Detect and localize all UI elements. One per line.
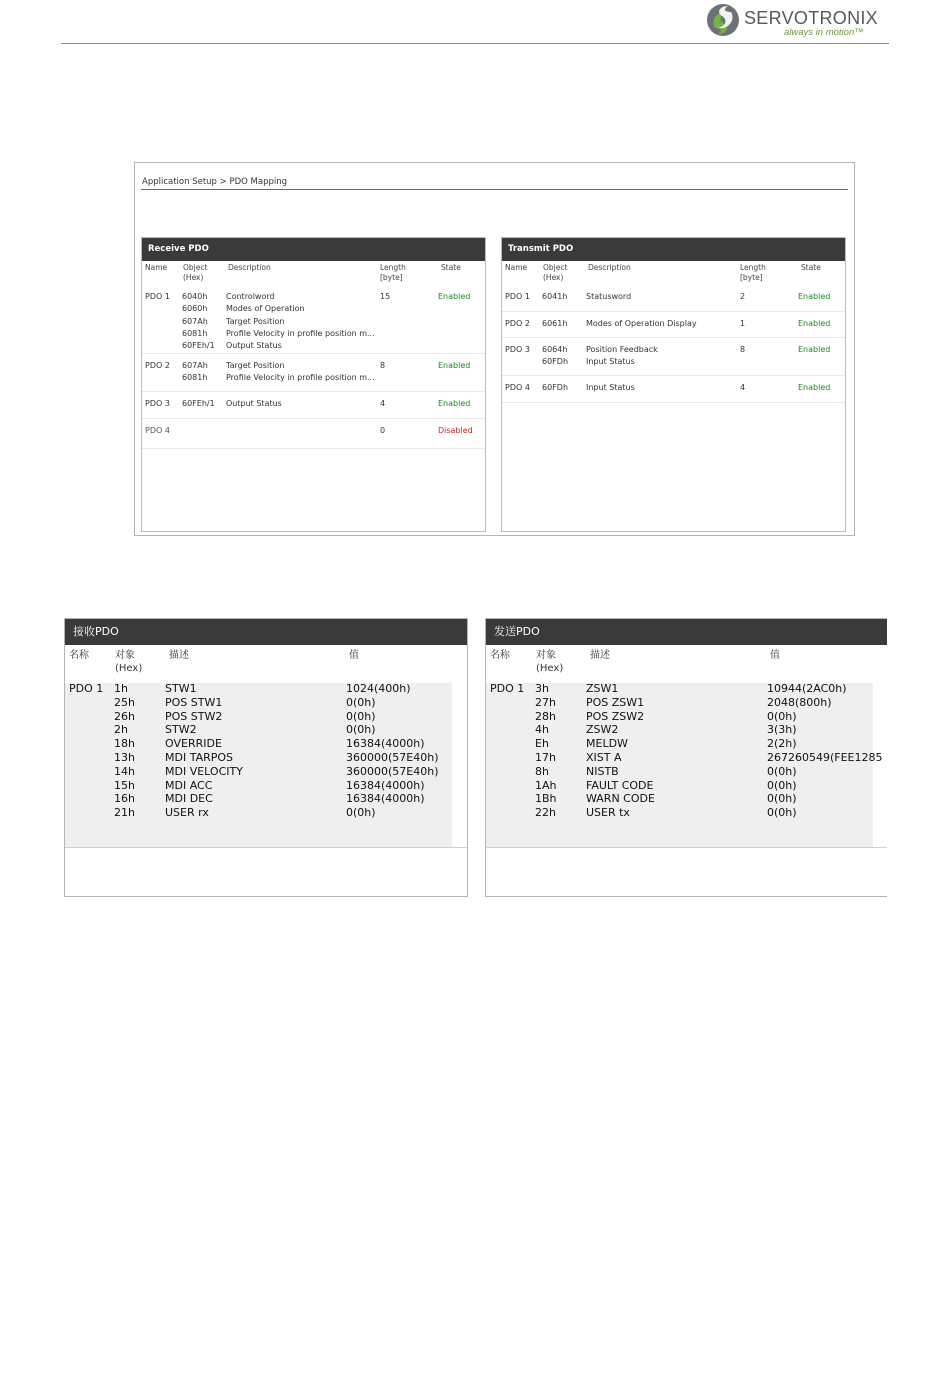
pdo-objects: 607Ah 6081h [182,361,208,383]
breadcrumb[interactable]: Application Setup > PDO Mapping [142,177,288,187]
col-description: Description [588,263,631,272]
col-object: Object (Hex) [183,263,208,282]
pdo-length: 2 [740,292,746,301]
pdo-state: Enabled [798,319,831,328]
panel-title: Receive PDO [142,238,485,261]
col-object: 对象 (Hex) [115,650,143,674]
col-value: 值 [349,650,359,661]
panel-title: Transmit PDO [502,238,845,261]
col-state: State [441,263,461,272]
pdo-descriptions: Output Status [226,399,282,408]
logo-swirl-icon [706,2,740,38]
col-value: 值 [770,650,780,661]
panel-title: 接收PDO [65,619,467,645]
pdo-objects: 60FDh [542,383,569,392]
pdo-name: PDO 3 [505,345,530,354]
column-header [65,645,467,683]
pdo-state: Enabled [798,383,831,392]
table-row[interactable] [142,285,485,354]
servotronix-logo [706,2,886,40]
brand-name: SERVOTRONIX [744,8,878,28]
value-list: 1024(400h) 0(0h) 0(0h) 0(0h) 16384(4000h) 360000(57E40h) 360000(57E40h) 16384(4000h) 16384(4000h) 0(0h) [346,682,439,820]
table-row[interactable] [142,354,485,392]
pdo-name: PDO 1 [490,682,525,695]
pdo-name: PDO 3 [145,399,170,408]
col-object: 对象 (Hex) [536,650,564,674]
table-row[interactable] [502,285,845,312]
pdo-name: PDO 2 [145,361,170,370]
pdo-length: 4 [740,383,746,392]
pdo-length: 8 [740,345,746,354]
col-name: Name [145,263,168,272]
value-list: 10944(2AC0h) 2048(800h) 0(0h) 3(3h) 2(2h) 267260549(FEE1285 0(0h) 0(0h) 0(0h) 0(0h) [767,682,883,820]
description-list: ZSW1 POS ZSW1 POS ZSW2 ZSW2 MELDW XIST A NISTB FAULT CODE WARN CODE USER tx [586,682,655,820]
panel-title: 发送PDO [486,619,887,645]
pdo-descriptions: Target Position Profile Velocity in profile position m... [226,361,375,383]
divider [65,847,467,848]
table-row[interactable] [502,338,845,376]
pdo-values-screen [64,618,887,898]
pdo-mapping-screen [134,162,855,536]
pdo-name: PDO 1 [145,292,170,301]
column-header [142,261,485,285]
column-header [486,645,887,683]
table-row[interactable] [502,312,845,338]
pdo-length: 1 [740,319,746,328]
pdo-name: PDO 1 [505,292,530,301]
col-name: 名称 [490,650,510,661]
pdo-objects: 6064h 60FDh [542,345,569,367]
pdo-state: Enabled [438,361,471,370]
col-length: Length [byte] [740,263,766,282]
col-description: 描述 [590,650,610,661]
transmit-pdo-panel [485,618,887,897]
brand-tagline: always in motion™ [784,27,864,38]
pdo-length: 0 [380,426,386,435]
header-divider [61,43,889,44]
pdo-name: PDO 4 [505,383,530,392]
pdo-length: 8 [380,361,386,370]
pdo-descriptions: Controlword Modes of Operation Target Position Profile Velocity in profile position m... Output Status [226,292,375,351]
col-description: 描述 [169,650,189,661]
divider [486,847,887,848]
col-name: 名称 [69,650,89,661]
receive-pdo-panel [141,237,486,532]
pdo-objects: 60FEh/1 [182,399,215,408]
pdo-state: Enabled [798,292,831,301]
pdo-name: PDO 1 [69,682,104,695]
object-list: 3h 27h 28h 4h Eh 17h 8h 1Ah 1Bh 22h [535,682,557,820]
pdo-length: 15 [380,292,391,301]
col-description: Description [228,263,271,272]
table-row[interactable] [142,419,485,449]
column-header [502,261,845,285]
pdo-objects: 6041h [542,292,568,301]
col-state: State [801,263,821,272]
transmit-pdo-panel [501,237,846,532]
pdo-name: PDO 2 [505,319,530,328]
col-name: Name [505,263,528,272]
table-row[interactable] [142,392,485,419]
pdo-state: Enabled [438,292,471,301]
pdo-descriptions: Input Status [586,383,635,392]
pdo-name: PDO 4 [145,426,170,435]
pdo-state: Disabled [438,426,473,435]
pdo-state: Enabled [438,399,471,408]
pdo-descriptions: Position Feedback Input Status [586,345,658,367]
object-list: 1h 25h 26h 2h 18h 13h 14h 15h 16h 21h [114,682,135,820]
pdo-descriptions: Modes of Operation Display [586,319,697,328]
pdo-state: Enabled [798,345,831,354]
description-list: STW1 POS STW1 POS STW2 STW2 OVERRIDE MDI TARPOS MDI VELOCITY MDI ACC MDI DEC USER rx [165,682,243,820]
col-object: Object (Hex) [543,263,568,282]
breadcrumb-divider [141,189,848,190]
pdo-objects: 6061h [542,319,568,328]
pdo-objects: 6040h 6060h 607Ah 6081h 60FEh/1 [182,292,215,351]
pdo-descriptions: Statusword [586,292,632,301]
col-length: Length [byte] [380,263,406,282]
pdo-length: 4 [380,399,386,408]
table-row[interactable] [502,376,845,403]
receive-pdo-panel [64,618,468,897]
